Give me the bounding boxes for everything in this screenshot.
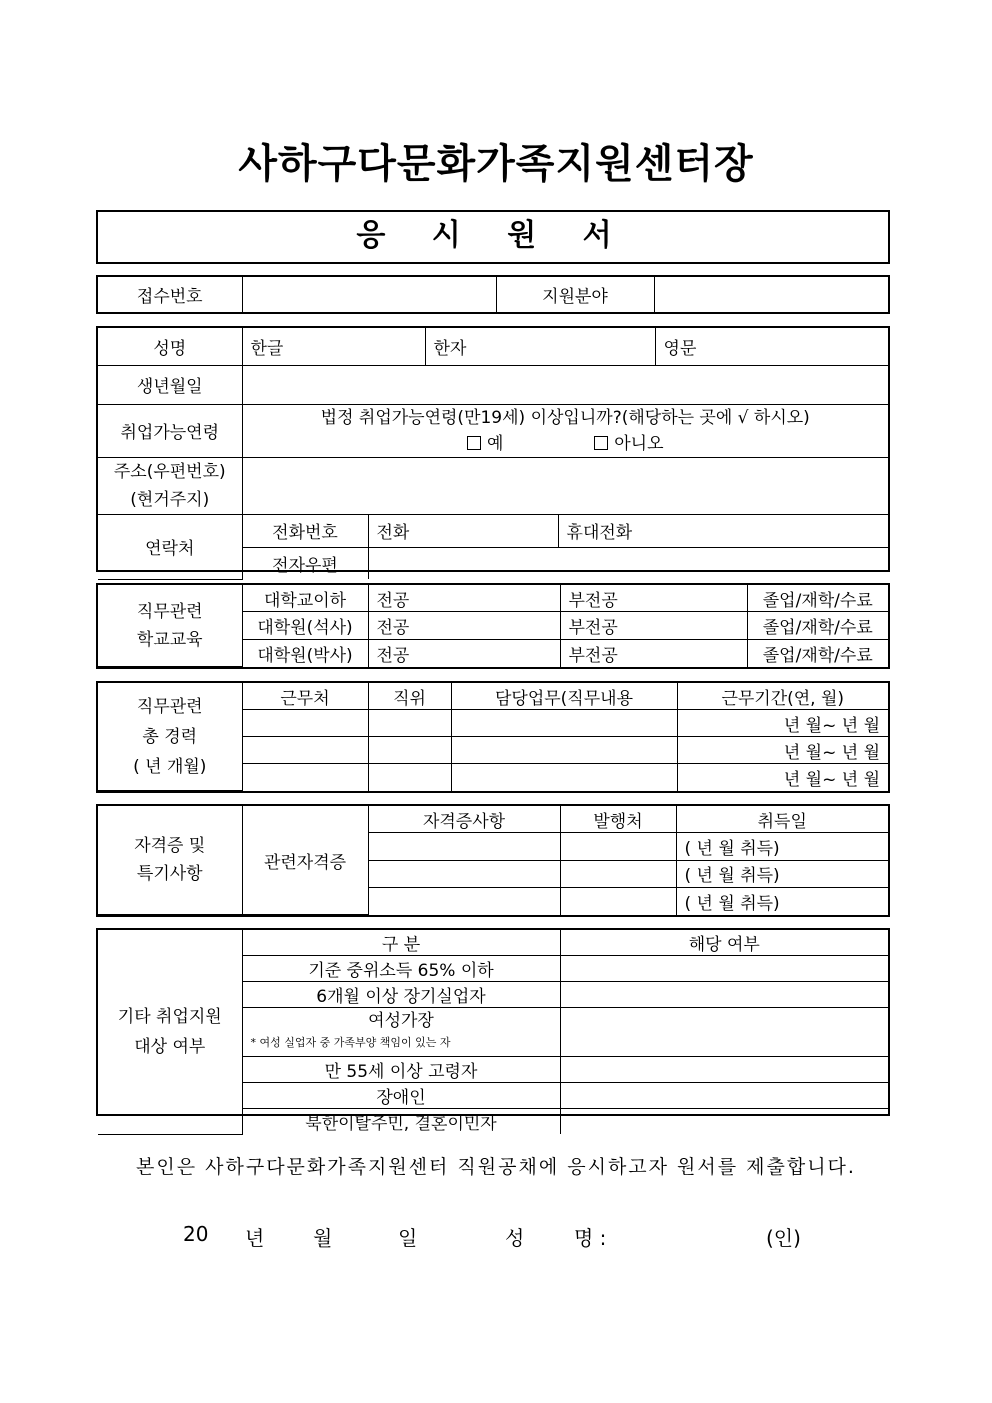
no-label: 아니오 [614,433,664,454]
career-period-field[interactable]: 년 월~ 년 월 [677,737,888,764]
birthdate-field[interactable] [242,365,888,404]
contact-label: 연락처 [98,514,242,579]
receipt-block [96,275,890,314]
category-female-head [242,1008,560,1057]
license-header-issuer: 발행처 [560,806,676,833]
career-workplace-field[interactable] [242,737,368,764]
working-age-question: 법정 취업가능연령(만19세) 이상입니까?(해당하는 곳에 √ 하시오) [320,407,810,428]
personal-info-block [96,326,890,576]
education-level: 대학원(박사) [242,640,368,667]
birthdate-label: 생년월일 [98,365,242,404]
address-label-line1: 주소(우편번호) [113,461,226,482]
female-head-note: * 여성 실업자 중 가족부양 책임이 있는 자 [250,1036,451,1049]
category-header: 구 분 [242,930,560,956]
education-status[interactable]: 졸업/재학/수료 [747,612,888,640]
license-header-date: 취득일 [676,806,888,833]
career-duties-field[interactable] [451,737,677,764]
education-level: 대학원(석사) [242,612,368,640]
career-position-field[interactable] [368,764,451,791]
license-label-line1: 자격증 및 [134,836,206,856]
career-duties-field[interactable] [451,764,677,791]
career-label-line1: 직무관련 [136,696,203,717]
applicable-field[interactable] [560,956,888,982]
education-label-line2: 학교교육 [136,629,203,650]
education-major[interactable]: 전공 [368,585,560,612]
career-position-field[interactable] [368,737,451,764]
no-checkbox[interactable] [594,436,608,450]
career-period-field[interactable]: 년 월~ 년 월 [677,764,888,791]
declaration-text: 본인은 사하구다문화가족지원센터 직원공채에 응시하고자 원서를 제출합니다. [136,1156,856,1178]
license-date-field[interactable]: ( 년 월 취득) [676,860,888,887]
category-elderly: 만 55세 이상 고령자 [242,1057,560,1083]
working-age-cell [242,404,888,457]
license-date-field[interactable]: ( 년 월 취득) [676,833,888,860]
yes-checkbox[interactable] [467,436,481,450]
document-title: 사하구다문화가족지원센터장 [238,140,754,187]
phone-field[interactable]: 전화 [368,514,558,547]
category-long-term-unemployed: 6개월 이상 장기실업자 [242,982,560,1008]
license-name-field[interactable] [368,860,560,887]
applicable-field[interactable] [560,1109,888,1135]
receipt-number-field[interactable] [242,277,496,312]
email-field[interactable] [368,547,888,579]
education-label [98,585,242,667]
name-hangul-field[interactable]: 한글 [242,328,425,365]
education-block [96,583,890,669]
education-major[interactable]: 전공 [368,612,560,640]
related-license-label: 관련자격증 [242,806,368,915]
license-label [98,806,242,915]
email-label: 전자우편 [242,547,368,579]
career-header-position: 직위 [368,683,451,710]
career-workplace-field[interactable] [242,764,368,791]
application-field-label: 지원분야 [496,277,654,312]
phone-label: 전화번호 [242,514,368,547]
applicable-field[interactable] [560,1083,888,1109]
sign-name-1: 성 [505,1226,525,1250]
career-workplace-field[interactable] [242,710,368,737]
name-english-field[interactable]: 영문 [655,328,888,365]
sign-day: 일 [398,1226,418,1250]
education-minor[interactable]: 부전공 [560,640,747,667]
education-minor[interactable]: 부전공 [560,612,747,640]
yes-label: 예 [486,433,504,454]
career-label-line2: 총 경력 [142,726,198,747]
license-issuer-field[interactable] [560,888,676,915]
female-head-label: 여성가장 [368,1011,434,1031]
education-status[interactable]: 졸업/재학/수료 [747,640,888,667]
education-label-line1: 직무관련 [136,601,203,622]
license-issuer-field[interactable] [560,833,676,860]
sign-name-2: 명 : [574,1226,607,1250]
education-status[interactable]: 졸업/재학/수료 [747,585,888,612]
career-header-workplace: 근무처 [242,683,368,710]
category-income: 기준 중위소득 65% 이하 [242,956,560,982]
address-field[interactable] [242,457,888,514]
license-name-field[interactable] [368,888,560,915]
sign-seal: (인) [766,1226,801,1250]
applicable-header: 해당 여부 [560,930,888,956]
mobile-field[interactable]: 휴대전화 [558,514,888,547]
application-field-input[interactable] [654,277,888,312]
education-major[interactable]: 전공 [368,640,560,667]
education-level: 대학교이하 [242,585,368,612]
applicable-field[interactable] [560,1057,888,1083]
license-header-name: 자격증사항 [368,806,560,833]
career-label [98,683,242,791]
address-label [98,457,242,514]
career-position-field[interactable] [368,710,451,737]
receipt-number-label: 접수번호 [98,277,242,312]
address-label-line2: (현거주지) [130,489,210,510]
form-heading: 응 시 원 서 [96,210,890,264]
employment-support-block [96,928,890,1134]
license-date-field[interactable]: ( 년 월 취득) [676,888,888,915]
license-issuer-field[interactable] [560,860,676,887]
career-label-line3: ( 년 개월) [133,756,207,777]
career-block [96,681,890,793]
applicable-field[interactable] [560,982,888,1008]
working-age-label: 취업가능연령 [98,404,242,457]
license-label-line2: 특기사항 [136,864,203,884]
career-header-duties: 담당업무(직무내용 [451,683,677,710]
education-minor[interactable]: 부전공 [560,585,747,612]
category-disabled: 장애인 [242,1083,560,1109]
sign-month: 월 [313,1226,333,1250]
employment-support-label-line1: 기타 취업지원 [117,1006,222,1027]
name-label: 성명 [98,328,242,365]
applicable-field[interactable] [560,1008,888,1057]
category-defector-immigrant: 북한이탈주민, 결혼이민자 [242,1109,560,1135]
career-header-period: 근무기간(연, 월) [677,683,888,710]
name-hanja-field[interactable]: 한자 [425,328,655,365]
career-duties-field[interactable] [451,710,677,737]
license-name-field[interactable] [368,833,560,860]
career-period-field[interactable]: 년 월~ 년 월 [677,710,888,737]
employment-support-label [98,930,242,1134]
employment-support-label-line2: 대상 여부 [134,1036,206,1057]
license-block [96,804,890,917]
sign-year: 년 [245,1226,265,1250]
sign-year-prefix: 20 [183,1222,209,1246]
